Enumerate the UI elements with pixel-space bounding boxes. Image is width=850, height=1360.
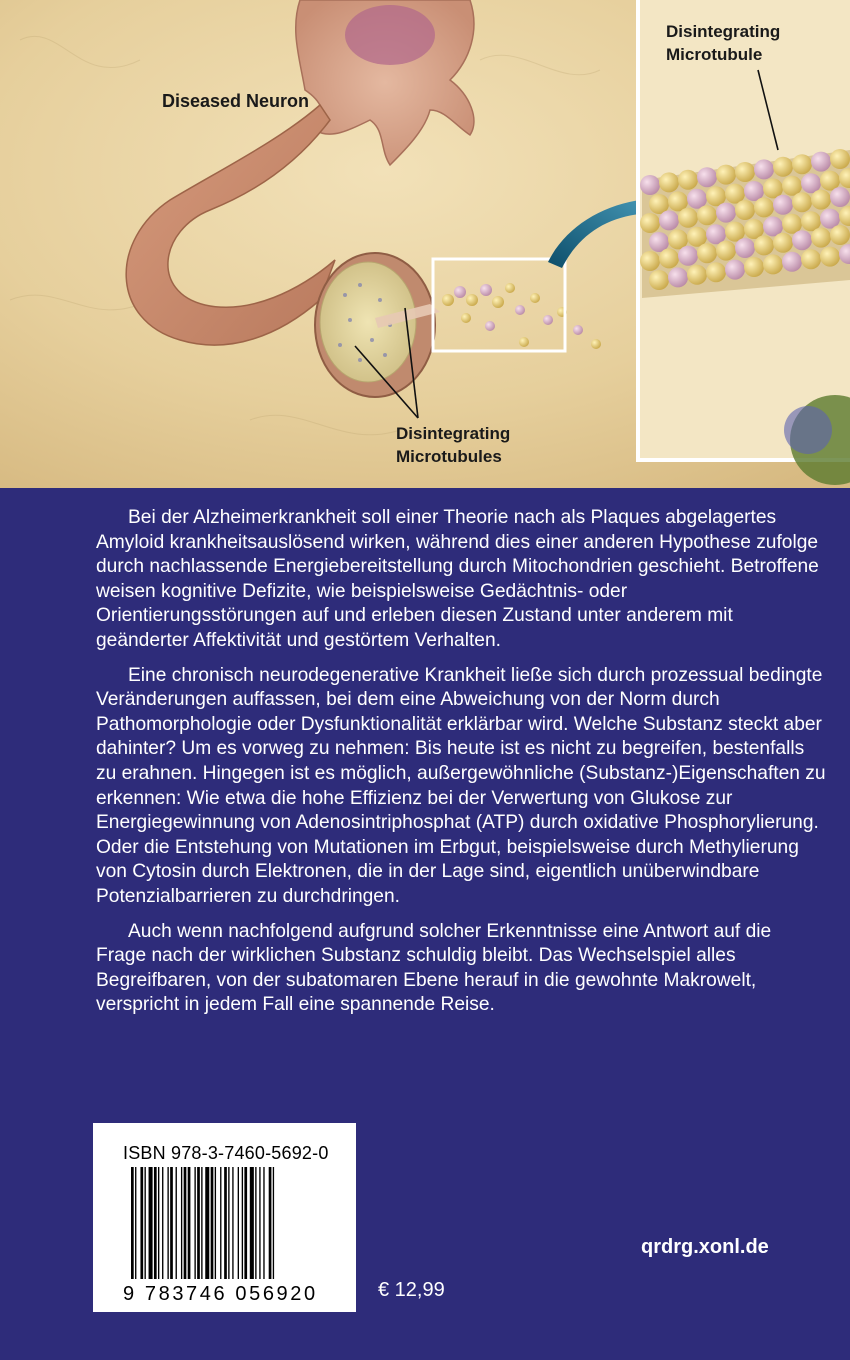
microtubule-bead [801,249,821,269]
microtubule-bead [830,149,850,169]
barcode-bar [205,1167,209,1279]
label-disintegrating-microtubules [396,422,510,468]
microtubule-bead [716,241,736,261]
microtubule-bead [716,203,736,223]
isbn-barcode [93,1123,356,1312]
microtubule-bead [773,233,793,253]
barcode-bar [194,1167,195,1279]
microtubule-bead [640,175,660,195]
microtubule-bead [754,159,774,179]
barcode-bar [140,1167,143,1279]
barcode-bar [197,1167,200,1279]
label-diseased-neuron: Diseased Neuron [162,91,310,111]
barcode-bar [259,1167,260,1279]
barcode-bar [228,1167,229,1279]
barcode-bar [170,1167,173,1279]
microtubule-bead [735,200,755,220]
microtubule-bead [640,251,660,271]
blurb-paragraph: Bei der Alzheimerkrankheit soll einer Theorie nach als Plaques abgelagertes Amyloid krankheitsauslösend wirken, während dies einer anderen Hypothese zufolge durch nachlassende Energiebereitstellung durch Mitochondrien geschieht. Betroffene weisen kognitive Defizite, wie beispielsweise Gedächtnis- oder Orientierungsstörungen auf und erleben diesen Zustand unter anderem mit geänderter Affektivität und gestörtem Verhalten. [96,507,819,651]
microtubule-bead [678,246,698,266]
barcode-bar [263,1167,264,1279]
microtubule-bead [773,195,793,215]
microtubule-bead [773,157,793,177]
label-line: Disintegrating [396,424,511,443]
price: € 12,99 [378,1279,445,1301]
microtubule-bead [716,165,736,185]
microtubule-bead [697,167,717,187]
microtubule-bead [830,187,850,207]
microtubule-bead [820,247,840,267]
microtubule-bead [640,213,660,233]
microtubule-bead [706,262,726,282]
barcode-bar [135,1167,136,1279]
microtubule-bead [754,235,774,255]
barcode-bar [244,1167,247,1279]
microtubule-bead [735,162,755,182]
barcode-bar [188,1167,191,1279]
barcode-bar [158,1167,159,1279]
microtubule-bead [668,267,688,287]
microtubule-bead [782,252,802,272]
barcode-bar [273,1167,274,1279]
microtubule-bead [792,192,812,212]
barcode-bar [149,1167,153,1279]
microtubule-bead [754,197,774,217]
barcode-bar [220,1167,221,1279]
microtubule-bead [735,238,755,258]
barcode-digits: 9 783746 056920 [123,1283,318,1305]
microtubule-bead [649,270,669,290]
barcode-bar [181,1167,182,1279]
barcode-bar [215,1167,216,1279]
blurb-paragraph: Eine chronisch neurodegenerative Krankheit ließe sich durch prozessual bedingte Veränderungen auffassen, bei dem eine Abweichung von der Norm durch Pathomorphologie oder Dysfunktionalität erklärbar wird. Welche Substanz steckt aber dahinter? Um es vorweg zu nehmen: Bis heute ist es nicht zu begreifen, bestenfalls zu erahnen. Hingegen ist es möglich, außergewöhnliche (Substanz-)Eigenschaften zu erkennen: Wie etwa die hohe Effizienz bei der Verwertung von Glukose zur Energiegewinnung von Adenosintriphosphat (ATP) durch oxidative Phosphorylierung. Oder die Entstehung von Mutationen im Erbgut, beispielsweise durch Methylierung von Cytosin durch Elektronen, die in der Lage sind, eigentlich unüberwindbare Potenzialbarrieren zu durchdringen. [96,664,826,907]
publisher-url[interactable]: qrdrg.xonl.de [641,1236,769,1258]
microtubule-bead [659,172,679,192]
cover-illustration [0,0,850,488]
microtubule-bead [792,230,812,250]
barcode-bar [162,1167,163,1279]
barcode-bar [250,1167,254,1279]
barcode-bar [201,1167,202,1279]
barcode-bar [269,1167,272,1279]
barcode-bar [167,1167,168,1279]
barcode-bar [242,1167,243,1279]
label-line: Disintegrating [666,22,781,41]
blurb-paragraph: Auch wenn nachfolgend aufgrund solcher Erkenntnisse eine Antwort auf die Frage nach der wirklichen Substanz schuldig bleibt. Das Wechselspiel alles Begreifbaren, von der subatomaren Ebene herauf in die gewohnte Makrowelt, verspricht in jedem Fall eine spannende Reise. [96,920,772,1016]
microtubule-bead [678,208,698,228]
barcode-bar [232,1167,233,1279]
label-disintegrating-microtubule [666,20,780,66]
microtubule-bead [687,265,707,285]
neuron-illustration [0,0,850,488]
barcode-bar [145,1167,146,1279]
microtubule-bead [811,228,831,248]
barcode-bar [211,1167,214,1279]
barcode-bar [238,1167,239,1279]
barcode-bar [176,1167,177,1279]
barcode-bar [184,1167,187,1279]
microtubule-bead [811,152,831,172]
back-cover-blurb [96,506,826,1028]
barcode-bar [154,1167,157,1279]
microtubule-bead [678,170,698,190]
label-line: Microtubules [396,447,502,466]
microtubule-bead [725,260,745,280]
microtubule-bead [659,210,679,230]
microtubule-bead [697,205,717,225]
microtubule-bead [811,190,831,210]
label-line: Microtubule [666,45,763,64]
barcode-bars [131,1167,321,1279]
microtubule-bead [659,248,679,268]
microtubule-bead [763,254,783,274]
microtubule-bead [744,257,764,277]
barcode-bar [255,1167,256,1279]
microtubule-bead [697,243,717,263]
microtubule-bead [792,154,812,174]
barcode-bar [131,1167,134,1279]
barcode-bar [224,1167,227,1279]
microtubule-bead [830,225,850,245]
isbn-number: ISBN 978-3-7460-5692-0 [123,1143,329,1163]
